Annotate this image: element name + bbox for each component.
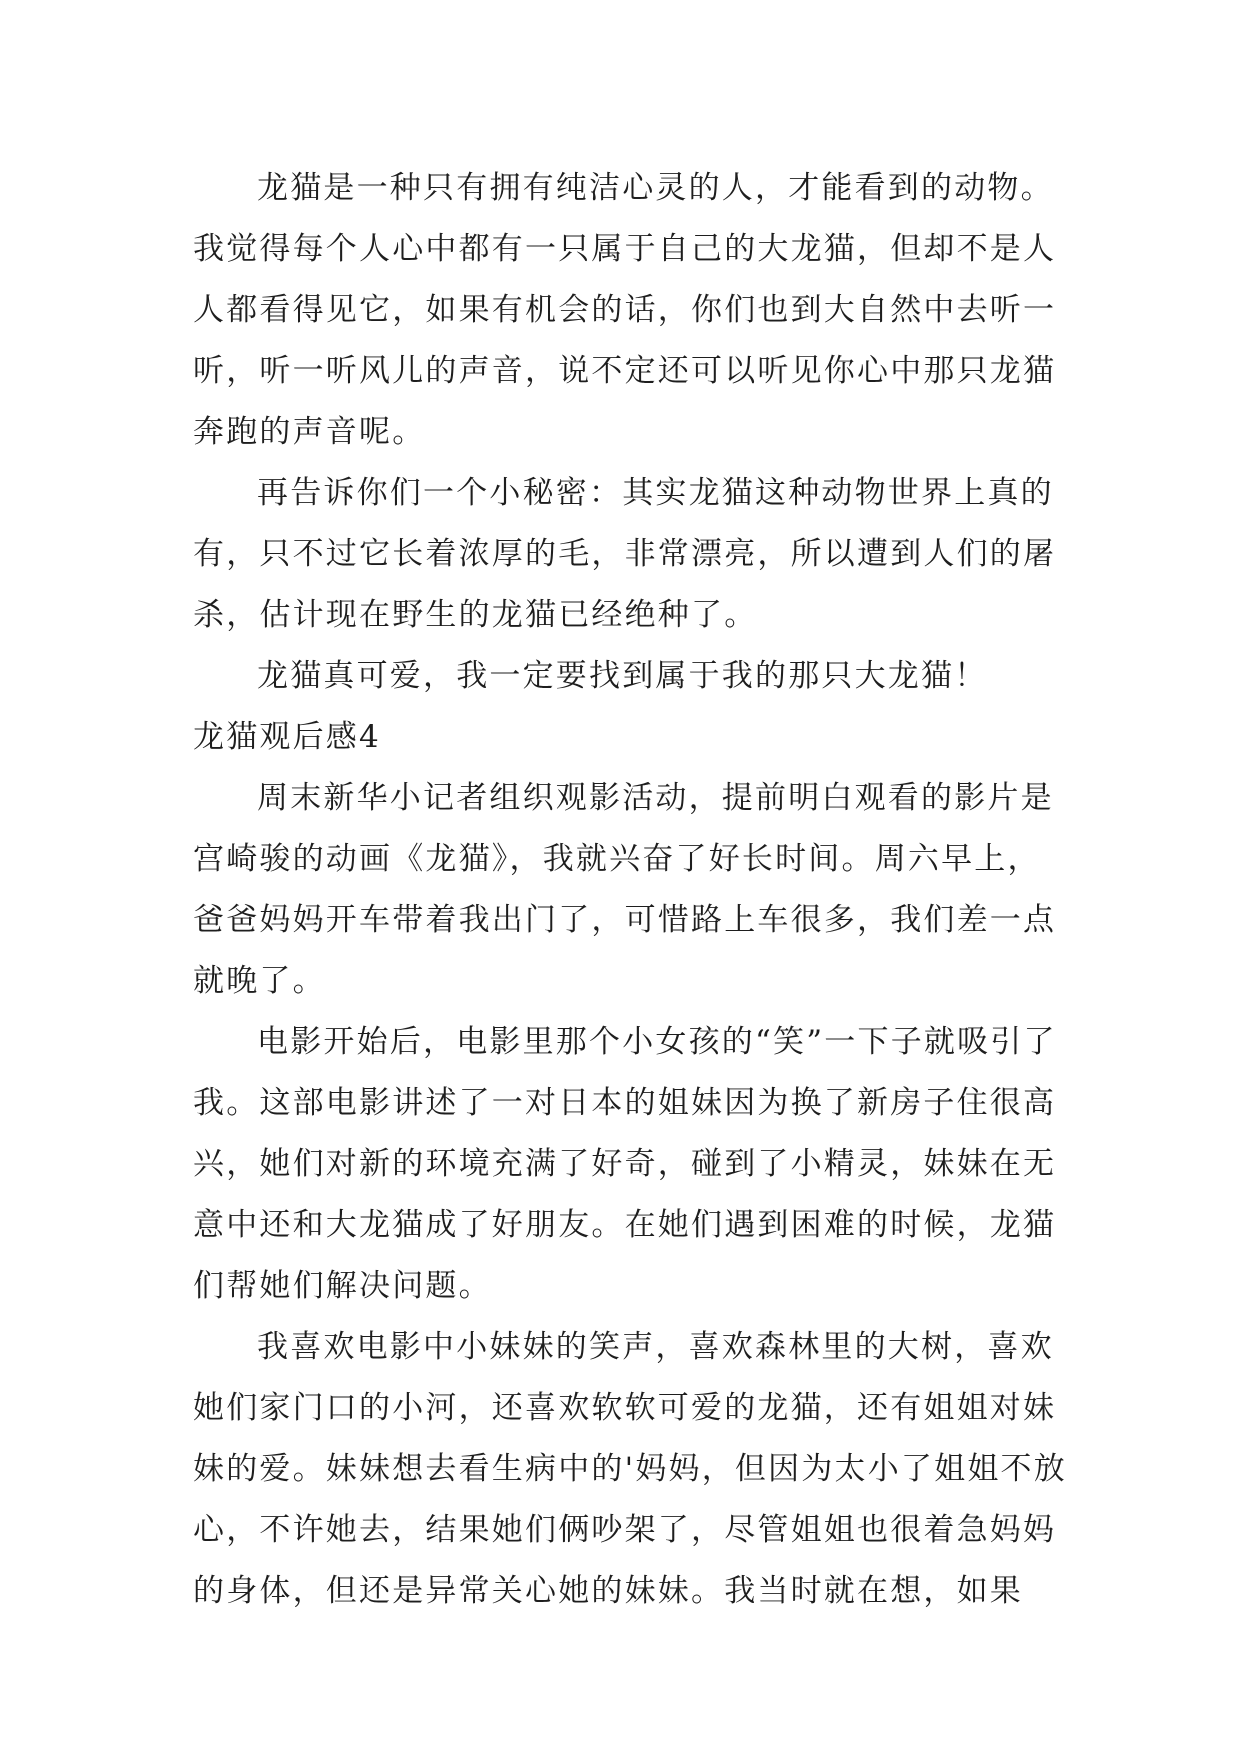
paragraph-1: 龙猫是一种只有拥有纯洁心灵的人，才能看到的动物。我觉得每个人心中都有一只属于自己的大龙猫，但却不是人人都看得见它，如果有机会的话，你们也到大自然中去听一听，听一听风儿的声音，说不定还可以听见你心中那只龙猫奔跑的声音呢。 — [193, 170, 1057, 450]
paragraph-5: 电影开始后，电影里那个小女孩的“笑”一下子就吸引了我。这部电影讲述了一对日本的姐妹因为换了新房子住很高兴，她们对新的环境充满了好奇，碰到了小精灵，妹妹在无意中还和大龙猫成了好朋友。在她们遇到困难的时候，龙猫们帮她们解决问题。 — [193, 1024, 1057, 1304]
paragraph-6: 我喜欢电影中小妹妹的笑声，喜欢森林里的大树，喜欢她们家门口的小河，还喜欢软软可爱的龙猫，还有姐姐对妹妹的爱。妹妹想去看生病中的'妈妈，但因为太小了姐姐不放心，不许她去，结果她们俩吵架了，尽管姐姐也很着急妈妈的身体，但还是异常关心她的妹妹。我当时就在想，如果 — [193, 1329, 1067, 1609]
section-heading: 龙猫观后感4 — [193, 719, 381, 755]
paragraph-2: 再告诉你们一个小秘密：其实龙猫这种动物世界上真的有，只不过它长着浓厚的毛，非常漂亮，所以遭到人们的屠杀，估计现在野生的龙猫已经绝种了。 — [193, 475, 1057, 633]
document-body — [193, 158, 1073, 1622]
paragraph-3: 龙猫真可爱，我一定要找到属于我的那只大龙猫！ — [257, 658, 988, 694]
paragraph-4: 周末新华小记者组织观影活动，提前明白观看的影片是宫崎骏的动画《龙猫》，我就兴奋了好长时间。周六早上，爸爸妈妈开车带着我出门了，可惜路上车很多，我们差一点就晚了。 — [193, 780, 1057, 999]
